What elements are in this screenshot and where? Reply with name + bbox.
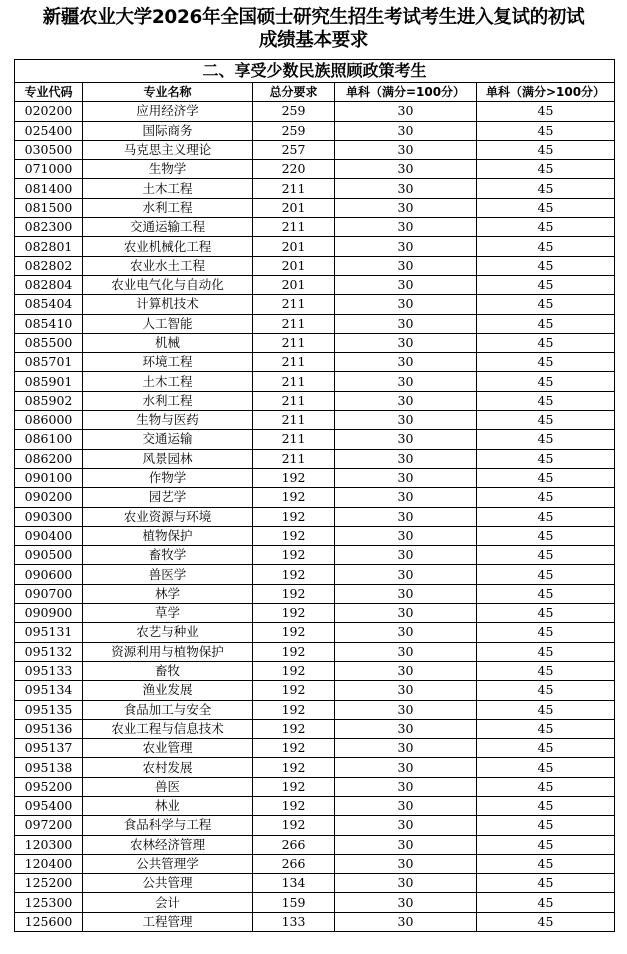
cell-single-subject-100: 30	[335, 796, 477, 815]
cell-single-subject-over-100: 45	[477, 661, 615, 680]
table-row	[15, 314, 615, 333]
cell-single-subject-100: 30	[335, 256, 477, 275]
table-row	[15, 256, 615, 275]
cell-major-name: 生物学	[83, 160, 253, 179]
cell-total-score: 192	[253, 507, 335, 526]
cell-major-code: 085901	[15, 372, 83, 391]
cell-major-code: 090200	[15, 488, 83, 507]
cell-major-code: 125300	[15, 893, 83, 912]
table-row	[15, 604, 615, 623]
cell-major-name: 马克思主义理论	[83, 140, 253, 159]
cell-total-score: 266	[253, 835, 335, 854]
cell-major-name: 草学	[83, 604, 253, 623]
cell-major-name: 渔业发展	[83, 681, 253, 700]
table-row	[15, 777, 615, 796]
cell-total-score: 192	[253, 526, 335, 545]
cell-single-subject-over-100: 45	[477, 256, 615, 275]
cell-single-subject-over-100: 45	[477, 796, 615, 815]
cell-single-subject-100: 30	[335, 719, 477, 738]
cell-single-subject-over-100: 45	[477, 700, 615, 719]
table-row	[15, 275, 615, 294]
cell-major-code: 095134	[15, 681, 83, 700]
cell-total-score: 211	[253, 179, 335, 198]
cell-major-name: 风景园林	[83, 449, 253, 468]
cell-single-subject-over-100: 45	[477, 140, 615, 159]
cell-single-subject-over-100: 45	[477, 449, 615, 468]
cell-major-code: 095132	[15, 642, 83, 661]
cell-major-name: 资源利用与植物保护	[83, 642, 253, 661]
cell-single-subject-100: 30	[335, 565, 477, 584]
cell-major-code: 095138	[15, 758, 83, 777]
cell-single-subject-over-100: 45	[477, 719, 615, 738]
cell-major-code: 081400	[15, 179, 83, 198]
cell-single-subject-100: 30	[335, 584, 477, 603]
cell-single-subject-over-100: 45	[477, 218, 615, 237]
cell-total-score: 201	[253, 237, 335, 256]
header-total-score: 总分要求	[253, 83, 335, 102]
cell-total-score: 266	[253, 854, 335, 873]
cell-single-subject-over-100: 45	[477, 604, 615, 623]
cell-single-subject-100: 30	[335, 816, 477, 835]
cell-single-subject-100: 30	[335, 642, 477, 661]
cell-single-subject-over-100: 45	[477, 333, 615, 352]
cell-total-score: 192	[253, 642, 335, 661]
table-row	[15, 584, 615, 603]
table-row	[15, 739, 615, 758]
table-row	[15, 546, 615, 565]
table-row	[15, 353, 615, 372]
cell-single-subject-100: 30	[335, 121, 477, 140]
cell-single-subject-over-100: 45	[477, 160, 615, 179]
cell-single-subject-over-100: 45	[477, 526, 615, 545]
cell-total-score: 192	[253, 719, 335, 738]
cell-major-code: 090300	[15, 507, 83, 526]
document-title	[0, 6, 627, 52]
cell-single-subject-100: 30	[335, 739, 477, 758]
cell-major-name: 环境工程	[83, 353, 253, 372]
table-row	[15, 661, 615, 680]
table-row	[15, 237, 615, 256]
cell-total-score: 257	[253, 140, 335, 159]
cell-single-subject-over-100: 45	[477, 411, 615, 430]
cell-total-score: 211	[253, 314, 335, 333]
cell-major-code: 082300	[15, 218, 83, 237]
cell-major-name: 农业工程与信息技术	[83, 719, 253, 738]
header-row	[15, 83, 615, 102]
cell-major-name: 会计	[83, 893, 253, 912]
cell-single-subject-100: 30	[335, 777, 477, 796]
header-single-subject-100: 单科（满分=100分）	[335, 83, 477, 102]
cell-single-subject-over-100: 45	[477, 681, 615, 700]
table-row	[15, 893, 615, 912]
cell-single-subject-over-100: 45	[477, 372, 615, 391]
table-row	[15, 295, 615, 314]
cell-major-name: 植物保护	[83, 526, 253, 545]
table-row	[15, 160, 615, 179]
cell-major-name: 水利工程	[83, 198, 253, 217]
cell-single-subject-over-100: 45	[477, 102, 615, 121]
cell-major-code: 095135	[15, 700, 83, 719]
cell-total-score: 259	[253, 121, 335, 140]
header-major-code: 专业代码	[15, 83, 83, 102]
cell-major-name: 农业电气化与自动化	[83, 275, 253, 294]
table-row	[15, 179, 615, 198]
cell-total-score: 192	[253, 623, 335, 642]
cell-major-code: 025400	[15, 121, 83, 140]
cell-major-code: 081500	[15, 198, 83, 217]
table-row	[15, 565, 615, 584]
cell-major-name: 农村发展	[83, 758, 253, 777]
cell-single-subject-over-100: 45	[477, 546, 615, 565]
cell-major-name: 作物学	[83, 468, 253, 487]
cell-major-code: 095136	[15, 719, 83, 738]
cell-single-subject-100: 30	[335, 314, 477, 333]
cell-single-subject-100: 30	[335, 198, 477, 217]
cell-single-subject-over-100: 45	[477, 642, 615, 661]
table-row	[15, 526, 615, 545]
cell-major-name: 林业	[83, 796, 253, 815]
table-row	[15, 854, 615, 873]
table-row	[15, 796, 615, 815]
cell-major-code: 086200	[15, 449, 83, 468]
cell-major-name: 土木工程	[83, 179, 253, 198]
cell-major-code: 082804	[15, 275, 83, 294]
cell-single-subject-over-100: 45	[477, 468, 615, 487]
table-row	[15, 700, 615, 719]
cell-major-code: 085410	[15, 314, 83, 333]
cell-major-name: 生物与医药	[83, 411, 253, 430]
cell-single-subject-over-100: 45	[477, 507, 615, 526]
cell-major-name: 水利工程	[83, 391, 253, 410]
cell-major-code: 085404	[15, 295, 83, 314]
cell-single-subject-100: 30	[335, 295, 477, 314]
cell-total-score: 192	[253, 604, 335, 623]
table-row	[15, 449, 615, 468]
cell-single-subject-over-100: 45	[477, 391, 615, 410]
cell-single-subject-100: 30	[335, 546, 477, 565]
cell-major-name: 应用经济学	[83, 102, 253, 121]
cell-single-subject-100: 30	[335, 874, 477, 893]
cell-total-score: 211	[253, 411, 335, 430]
cell-total-score: 211	[253, 353, 335, 372]
cell-single-subject-over-100: 45	[477, 854, 615, 873]
cell-total-score: 211	[253, 295, 335, 314]
cell-major-code: 090400	[15, 526, 83, 545]
cell-total-score: 192	[253, 816, 335, 835]
cell-single-subject-100: 30	[335, 353, 477, 372]
cell-major-name: 农业机械化工程	[83, 237, 253, 256]
table-row	[15, 623, 615, 642]
cell-major-name: 机械	[83, 333, 253, 352]
cell-major-name: 畜牧	[83, 661, 253, 680]
cell-single-subject-100: 30	[335, 912, 477, 931]
table-row	[15, 488, 615, 507]
cell-single-subject-100: 30	[335, 275, 477, 294]
cell-single-subject-100: 30	[335, 449, 477, 468]
cell-single-subject-100: 30	[335, 391, 477, 410]
cell-single-subject-over-100: 45	[477, 893, 615, 912]
table-row	[15, 719, 615, 738]
cell-total-score: 211	[253, 430, 335, 449]
cell-major-name: 计算机技术	[83, 295, 253, 314]
cell-single-subject-100: 30	[335, 604, 477, 623]
cell-single-subject-100: 30	[335, 661, 477, 680]
table-row	[15, 391, 615, 410]
table-row	[15, 468, 615, 487]
cell-single-subject-100: 30	[335, 179, 477, 198]
table-row	[15, 102, 615, 121]
cell-major-code: 085500	[15, 333, 83, 352]
cell-major-code: 085902	[15, 391, 83, 410]
cell-total-score: 192	[253, 468, 335, 487]
cell-total-score: 201	[253, 275, 335, 294]
cell-single-subject-over-100: 45	[477, 314, 615, 333]
cell-total-score: 211	[253, 218, 335, 237]
cell-total-score: 134	[253, 874, 335, 893]
cell-total-score: 192	[253, 546, 335, 565]
cell-total-score: 192	[253, 700, 335, 719]
cell-single-subject-100: 30	[335, 333, 477, 352]
cell-major-code: 085701	[15, 353, 83, 372]
cell-single-subject-over-100: 45	[477, 275, 615, 294]
table-row	[15, 642, 615, 661]
cell-single-subject-over-100: 45	[477, 121, 615, 140]
cell-major-name: 农林经济管理	[83, 835, 253, 854]
cell-major-code: 095131	[15, 623, 83, 642]
table-row	[15, 835, 615, 854]
cell-single-subject-100: 30	[335, 681, 477, 700]
table-row	[15, 912, 615, 931]
cell-major-code: 095200	[15, 777, 83, 796]
cell-total-score: 211	[253, 372, 335, 391]
cell-major-code: 120400	[15, 854, 83, 873]
cell-major-code: 086000	[15, 411, 83, 430]
cell-major-name: 园艺学	[83, 488, 253, 507]
cell-major-name: 国际商务	[83, 121, 253, 140]
table-row	[15, 758, 615, 777]
cell-major-name: 公共管理	[83, 874, 253, 893]
table-row	[15, 816, 615, 835]
cell-major-code: 125200	[15, 874, 83, 893]
cell-total-score: 133	[253, 912, 335, 931]
cell-single-subject-over-100: 45	[477, 565, 615, 584]
cell-major-code: 082801	[15, 237, 83, 256]
cell-major-code: 095133	[15, 661, 83, 680]
cell-total-score: 192	[253, 739, 335, 758]
cell-single-subject-over-100: 45	[477, 488, 615, 507]
cell-major-code: 020200	[15, 102, 83, 121]
header-single-subject-over-100: 单科（满分>100分）	[477, 83, 615, 102]
cell-single-subject-over-100: 45	[477, 874, 615, 893]
cell-total-score: 192	[253, 758, 335, 777]
table-row	[15, 681, 615, 700]
table-row	[15, 372, 615, 391]
cell-total-score: 159	[253, 893, 335, 912]
cell-major-name: 农业资源与环境	[83, 507, 253, 526]
cell-single-subject-100: 30	[335, 102, 477, 121]
cell-major-code: 071000	[15, 160, 83, 179]
cell-single-subject-over-100: 45	[477, 353, 615, 372]
cell-major-name: 农业水土工程	[83, 256, 253, 275]
cell-single-subject-100: 30	[335, 372, 477, 391]
cell-single-subject-100: 30	[335, 835, 477, 854]
cell-total-score: 192	[253, 681, 335, 700]
cell-single-subject-over-100: 45	[477, 295, 615, 314]
cell-total-score: 192	[253, 565, 335, 584]
cell-total-score: 259	[253, 102, 335, 121]
cell-major-name: 农业管理	[83, 739, 253, 758]
cell-single-subject-100: 30	[335, 526, 477, 545]
cell-major-name: 土木工程	[83, 372, 253, 391]
cell-total-score: 192	[253, 584, 335, 603]
cell-total-score: 201	[253, 256, 335, 275]
cell-total-score: 211	[253, 333, 335, 352]
cell-major-name: 食品科学与工程	[83, 816, 253, 835]
cell-single-subject-100: 30	[335, 140, 477, 159]
cell-single-subject-100: 30	[335, 218, 477, 237]
section-title: 二、享受少数民族照顾政策考生	[15, 60, 615, 83]
cell-single-subject-over-100: 45	[477, 739, 615, 758]
cell-major-code: 120300	[15, 835, 83, 854]
section-heading-row	[15, 60, 615, 83]
cell-single-subject-over-100: 45	[477, 179, 615, 198]
cell-major-code: 125600	[15, 912, 83, 931]
table-body	[15, 102, 615, 932]
cell-single-subject-over-100: 45	[477, 237, 615, 256]
table-row	[15, 507, 615, 526]
cell-major-code: 082802	[15, 256, 83, 275]
header-major-name: 专业名称	[83, 83, 253, 102]
table-row	[15, 333, 615, 352]
cell-major-name: 人工智能	[83, 314, 253, 333]
cell-total-score: 211	[253, 449, 335, 468]
score-requirements-table	[14, 59, 615, 932]
cell-single-subject-100: 30	[335, 160, 477, 179]
cell-single-subject-over-100: 45	[477, 198, 615, 217]
cell-major-code: 090900	[15, 604, 83, 623]
cell-total-score: 201	[253, 198, 335, 217]
cell-major-code: 090100	[15, 468, 83, 487]
table-row	[15, 874, 615, 893]
cell-major-name: 食品加工与安全	[83, 700, 253, 719]
cell-single-subject-100: 30	[335, 507, 477, 526]
cell-single-subject-100: 30	[335, 468, 477, 487]
cell-single-subject-over-100: 45	[477, 623, 615, 642]
cell-major-name: 农艺与种业	[83, 623, 253, 642]
cell-single-subject-100: 30	[335, 237, 477, 256]
cell-major-name: 林学	[83, 584, 253, 603]
cell-major-name: 公共管理学	[83, 854, 253, 873]
cell-single-subject-100: 30	[335, 700, 477, 719]
cell-total-score: 211	[253, 391, 335, 410]
table-row	[15, 430, 615, 449]
cell-single-subject-over-100: 45	[477, 430, 615, 449]
cell-single-subject-100: 30	[335, 893, 477, 912]
table-row	[15, 218, 615, 237]
cell-single-subject-over-100: 45	[477, 816, 615, 835]
cell-major-name: 兽医学	[83, 565, 253, 584]
cell-total-score: 220	[253, 160, 335, 179]
cell-major-code: 030500	[15, 140, 83, 159]
table-row	[15, 198, 615, 217]
cell-single-subject-100: 30	[335, 488, 477, 507]
document-title-line-2: 成绩基本要求	[258, 30, 369, 51]
cell-single-subject-100: 30	[335, 854, 477, 873]
cell-major-code: 095400	[15, 796, 83, 815]
cell-major-name: 畜牧学	[83, 546, 253, 565]
cell-single-subject-over-100: 45	[477, 777, 615, 796]
table-row	[15, 411, 615, 430]
cell-single-subject-100: 30	[335, 623, 477, 642]
cell-total-score: 192	[253, 796, 335, 815]
table-row	[15, 140, 615, 159]
cell-major-name: 交通运输工程	[83, 218, 253, 237]
cell-single-subject-over-100: 45	[477, 835, 615, 854]
cell-total-score: 192	[253, 488, 335, 507]
document-title-line-1: 新疆农业大学2026年全国硕士研究生招生考试考生进入复试的初试	[42, 7, 585, 28]
cell-single-subject-over-100: 45	[477, 912, 615, 931]
cell-single-subject-over-100: 45	[477, 584, 615, 603]
cell-total-score: 192	[253, 661, 335, 680]
cell-single-subject-over-100: 45	[477, 758, 615, 777]
cell-single-subject-100: 30	[335, 430, 477, 449]
cell-major-code: 090700	[15, 584, 83, 603]
cell-major-name: 兽医	[83, 777, 253, 796]
cell-major-name: 工程管理	[83, 912, 253, 931]
cell-major-code: 090600	[15, 565, 83, 584]
cell-single-subject-100: 30	[335, 411, 477, 430]
table-row	[15, 121, 615, 140]
cell-single-subject-100: 30	[335, 758, 477, 777]
cell-major-code: 086100	[15, 430, 83, 449]
cell-major-code: 095137	[15, 739, 83, 758]
cell-total-score: 192	[253, 777, 335, 796]
cell-major-code: 090500	[15, 546, 83, 565]
cell-major-code: 097200	[15, 816, 83, 835]
cell-major-name: 交通运输	[83, 430, 253, 449]
